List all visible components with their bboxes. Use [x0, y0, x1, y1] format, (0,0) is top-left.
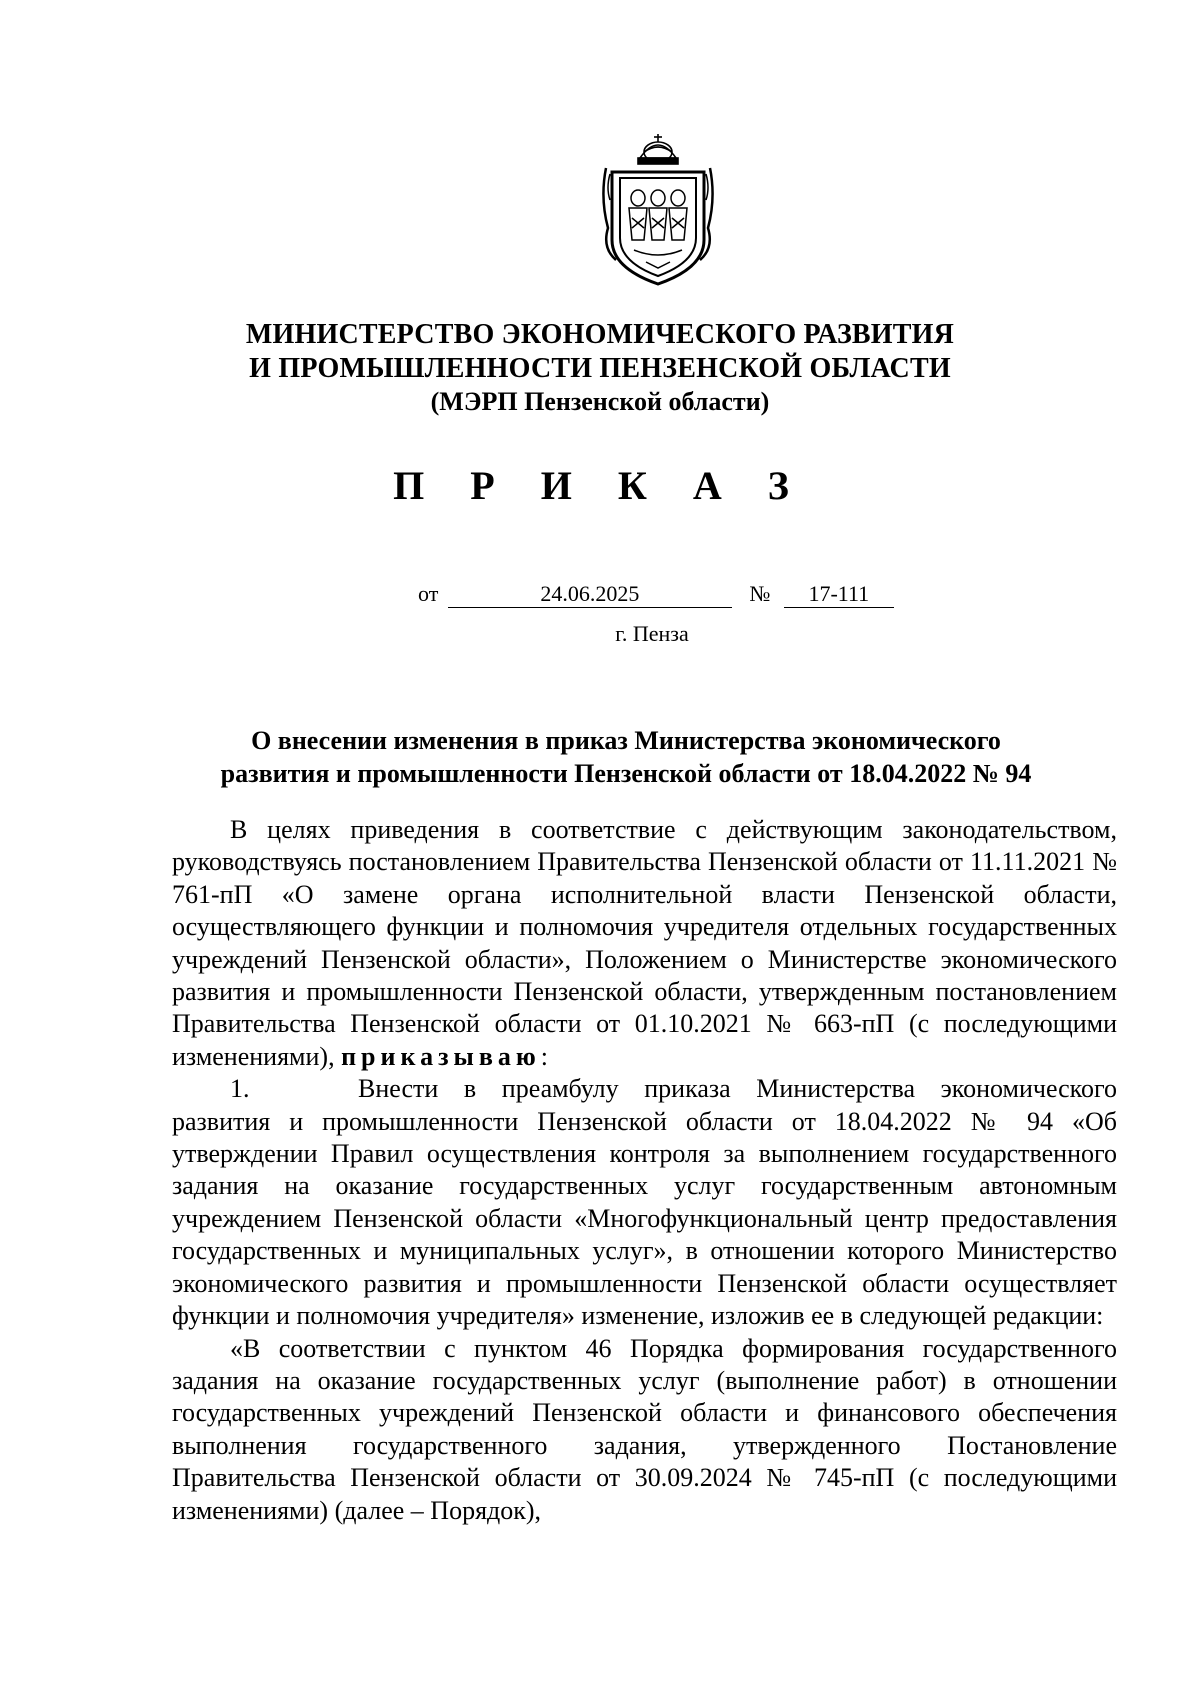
subject-line1: О внесении изменения в приказ Министерства экономического	[251, 726, 1001, 755]
order-subject	[172, 724, 1080, 790]
order-number: 17-111	[784, 581, 894, 608]
date-label: от	[418, 581, 439, 606]
item-1-paragraph	[172, 1073, 1117, 1332]
item-1-text: Внести в преамбулу приказа Министерства экономического развития и промышленности Пензенской области от 18.04.2022 № 94 «Об утверждении Правил осуществления контроля за выполнением государственного задания на оказание государственных услуг государственным автономным учреждением Пензенской области «Многофункциональный центр предоставления государственных и муниципальных услуг», в отношении которого Министерство экономического развития и промышленности Пензенской области осуществляет функции и полномочия учредителя» изменение, изложив ее в следующей редакции:	[172, 1074, 1117, 1331]
order-date: 24.06.2025	[448, 581, 732, 608]
preamble-text: В целях приведения в соответствие с действующим законодательством, руководствуясь постановлением Правительства Пензенской области от 11.11.2021 № 761-пП «О замене органа исполнительной власти Пензенской области, осуществляющего функции и полномочия учредителя отдельных государственных учреждений Пензенской области», Положением о Министерстве экономического развития и промышленности Пензенской области, утвержденным постановлением Правительства Пензенской области от 01.10.2021 № 663-пП (с последующими изменениями),	[172, 815, 1117, 1071]
number-label: №	[749, 581, 771, 606]
ministry-header	[0, 318, 1200, 418]
ministry-abbreviation: (МЭРП Пензенской области)	[430, 387, 770, 416]
quoted-paragraph: «В соответствии с пунктом 46 Порядка формирования государственного задания на оказание государственных услуг (выполнение работ) в отношении государственных учреждений Пензенской области и финансового обеспечения выполнения государственного задания, утвержденного Постановление Правительства Пензенской области от 30.09.2024 № 745-пП (с последующими изменениями) (далее – Порядок),	[172, 1333, 1117, 1525]
order-date-number-row	[418, 580, 894, 608]
subject-line2: развития и промышленности Пензенской области от 18.04.2022 № 94	[220, 759, 1032, 788]
ministry-name-line2: И ПРОМЫШЛЕННОСТИ ПЕНЗЕНСКОЙ ОБЛАСТИ	[249, 353, 951, 384]
order-title: П Р И К А З	[393, 463, 807, 508]
penza-coat-of-arms-icon	[598, 128, 718, 288]
preamble-paragraph	[172, 814, 1117, 1073]
order-command: приказываю	[341, 1041, 541, 1071]
ministry-name-line1: МИНИСТЕРСТВО ЭКОНОМИЧЕСКОГО РАЗВИТИЯ	[245, 319, 955, 350]
order-body	[172, 814, 1117, 1527]
city-name: г. Пенза	[615, 621, 689, 646]
preamble-colon: :	[540, 1041, 548, 1071]
item-1-number: 1.	[230, 1074, 250, 1104]
